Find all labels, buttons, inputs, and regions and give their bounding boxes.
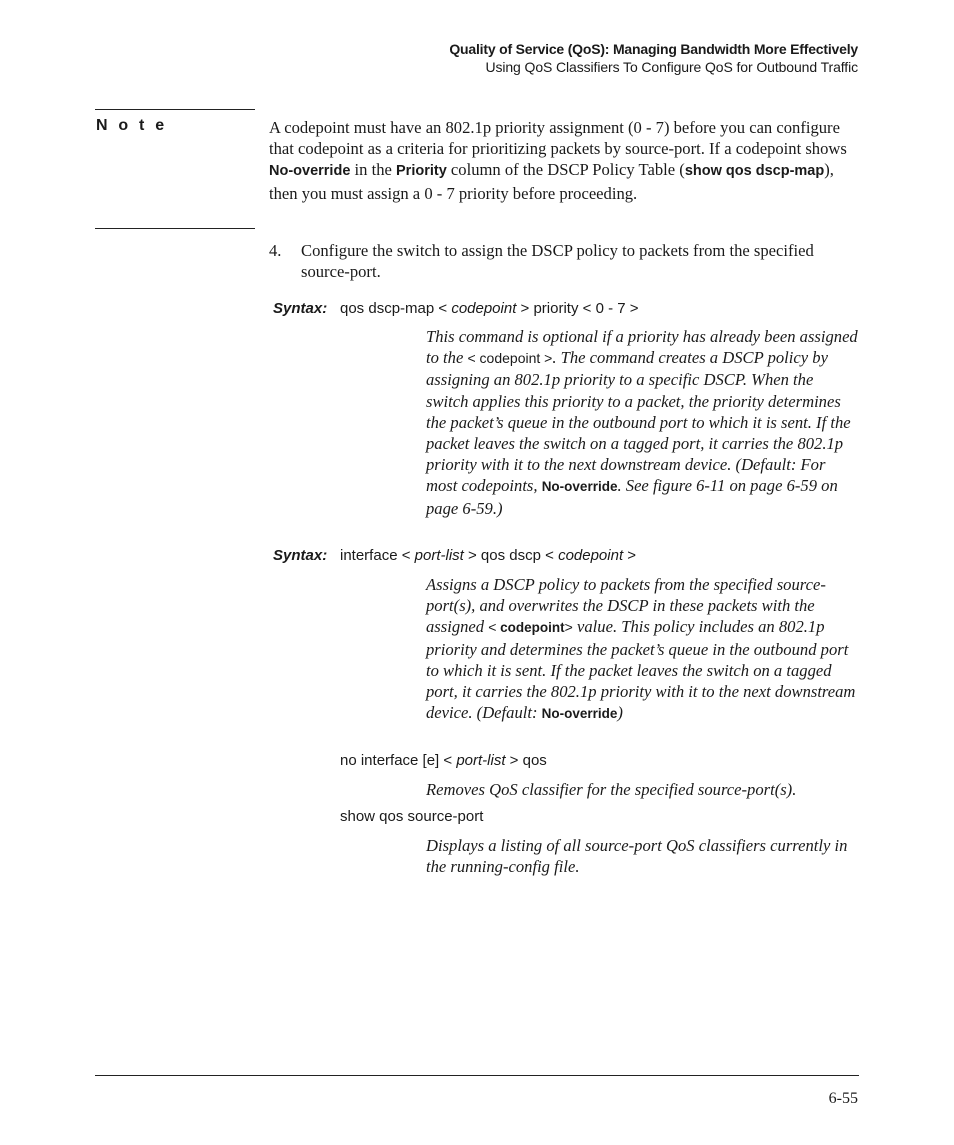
note-label: N o t e — [96, 117, 168, 134]
page-number: 6-55 — [828, 1090, 858, 1107]
command-description: Assigns a DSCP policy to packets from the specified source-port(s), and overwrites the DSCP in these packets with the assigned < codepoint> value. This policy includes an 802.1p priority and determines the packet’s queue in the outbound port to which it is sent. If the packet leaves the switch on a tagged port, it carries the 802.1p priority with it to the next downstream device. (Default: No-override) — [426, 575, 856, 723]
command-interface-qos-dscp: interface < port-list > qos dscp < codepoint > — [340, 547, 637, 564]
step-number: 4. — [269, 241, 282, 260]
step-text: Configure the switch to assign the DSCP policy to packets from the specified source-port. — [301, 241, 814, 282]
command-description: Displays a listing of all source-port QoS classifiers currently in the running-config file. — [426, 836, 848, 877]
command-description: This command is optional if a priority has already been assigned to the < codepoint >. The command creates a DSCP policy by assigning an 802.1p priority to a specific DSCP. When the switch applies this priority to a packet, the priority determines the packet’s queue in the outbound port to which it is sent. If the packet leaves the switch on a tagged port, it carries the 802.1p priority with it to the next downstream device. (Default: For most codepoints, No-override. See figure 6-11 on page 6-59 on page 6-59.) — [426, 327, 858, 518]
command-no-interface: no interface [e] < port-list > qos — [340, 752, 547, 769]
syntax-label: Syntax: — [273, 300, 328, 317]
command-show-qos-source-port: show qos source-port — [340, 808, 484, 825]
note-top-rule — [95, 109, 255, 110]
step-4 — [269, 240, 859, 282]
note-text: A codepoint must have an 802.1p priority assignment (0 - 7) before you can configure that codepoint as a criteria for prioritizing packets by source-port. If a codepoint shows No-override in the Priority column of the DSCP Policy Table (show qos dscp-map), then you must assign a 0 - 7 priority before proceeding. — [269, 118, 847, 203]
syntax-label: Syntax: — [273, 547, 328, 564]
command-description: Removes QoS classifier for the specified source-port(s). — [426, 780, 797, 799]
note-bottom-rule — [95, 228, 255, 229]
command-qos-dscp-map: qos dscp-map < codepoint > priority < 0 - 7 > — [340, 300, 639, 317]
running-header-subtitle: Using QoS Classifiers To Configure QoS for Outbound Traffic — [485, 59, 858, 75]
footer-rule — [95, 1075, 859, 1076]
running-header-title: Quality of Service (QoS): Managing Bandwidth More Effectively — [449, 41, 858, 57]
